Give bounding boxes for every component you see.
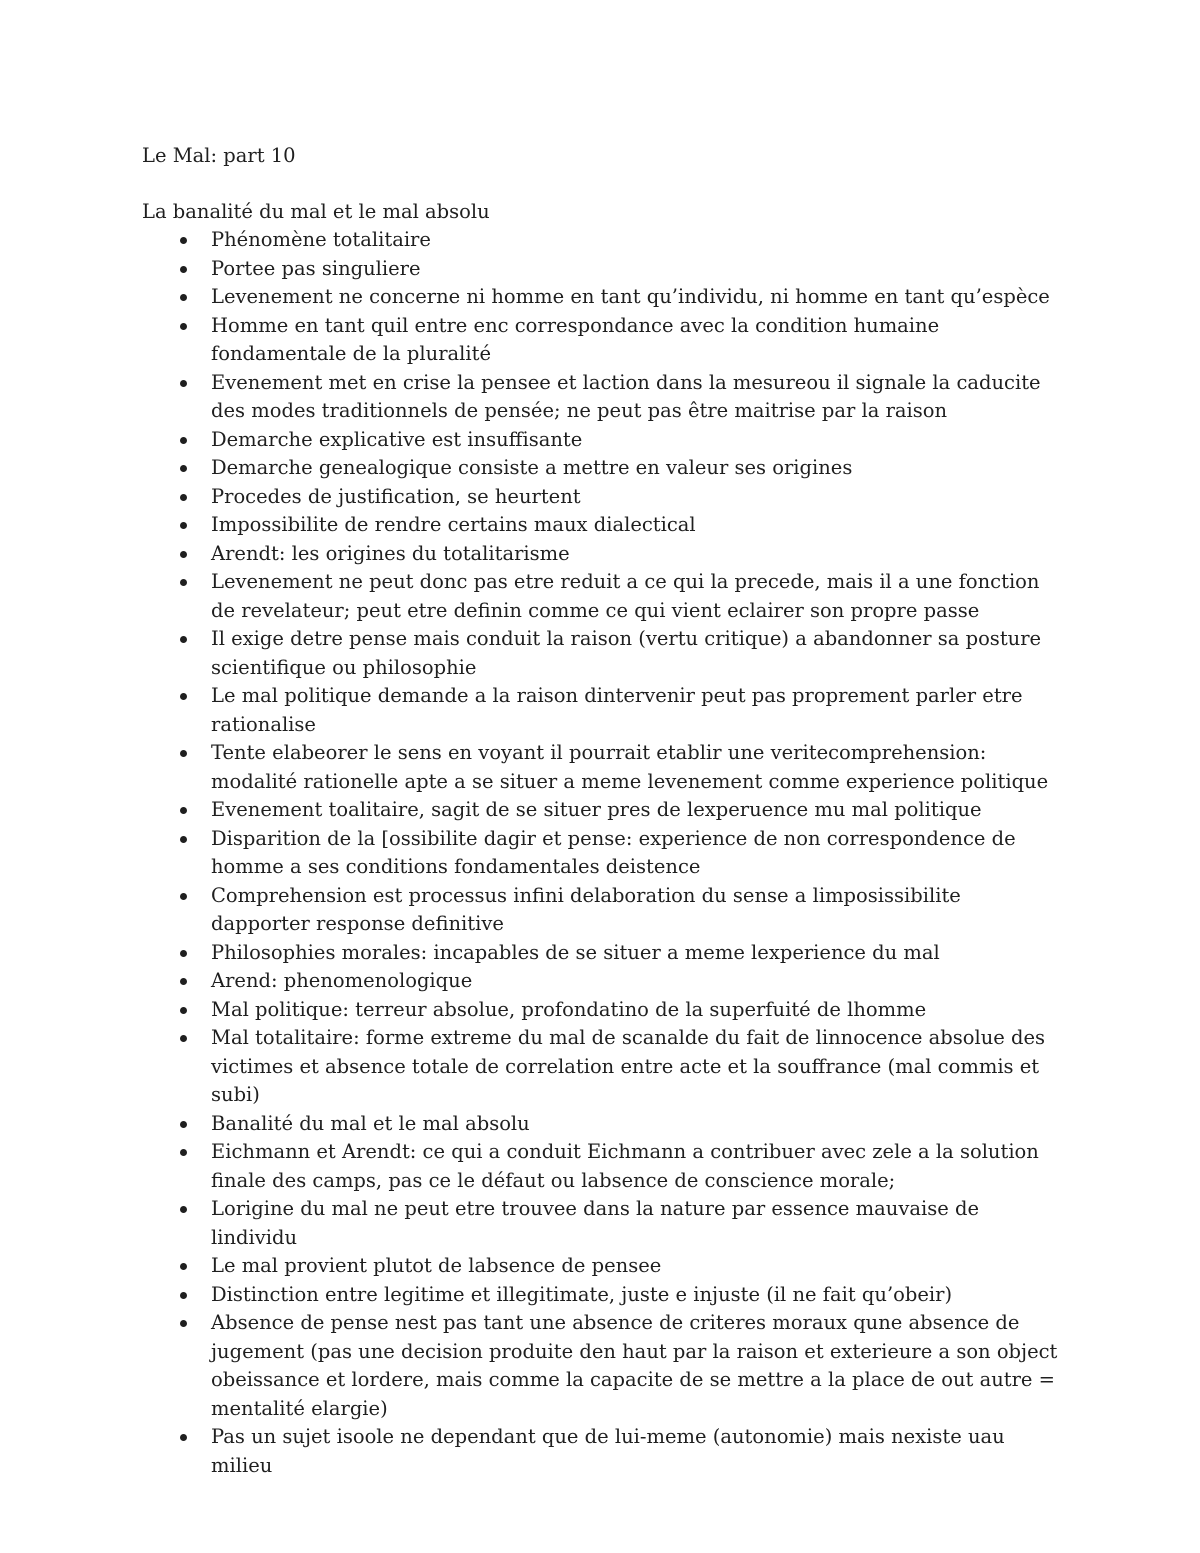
list-item-text: Arendt: les origines du totalitarisme [211, 541, 570, 565]
bullet-dot-icon [180, 1121, 187, 1128]
list-item-text: Tente elabeorer le sens en voyant il pourrait etablir une veritecomprehension: modalité rationelle apte a se situer a meme levenement comme experience politique [211, 741, 1049, 793]
bullet-dot-icon [180, 1206, 187, 1213]
bullet-dot-icon [180, 437, 187, 444]
list-item [0, 1423, 1059, 1480]
list-item-text: Il exige detre pense mais conduit la raison (vertu critique) a abandonner sa posture scientifique ou philosophie [211, 627, 1042, 679]
bullet-dot-icon [180, 636, 187, 643]
list-item-text: Portee pas singuliere [211, 256, 421, 280]
list-item-text: Eichmann et Arendt: ce qui a conduit Eichmann a contribuer avec zele a la solution finale des camps, pas ce le défaut ou labsence de conscience morale; [211, 1140, 1039, 1192]
list-item-text: Impossibilite de rendre certains maux dialectical [211, 513, 696, 536]
list-item-text: Absence de pense nest pas tant une absence de criteres moraux qune absence de jugement (pas une decision produite den haut par la raison et exterieure a son object obeissance et lordere, mais comme la capacite de se mettre a la place de out autre = mentalité elargie) [211, 1311, 1058, 1420]
list-item [0, 1110, 1059, 1139]
bullet-dot-icon [180, 978, 187, 985]
bullet-dot-icon [180, 807, 187, 814]
list-item-text: Lorigine du mal ne peut etre trouvee dans la nature par essence mauvaise de lindividu [211, 1197, 979, 1249]
list-item [0, 369, 1059, 426]
list-item [0, 1281, 1059, 1310]
bullet-dot-icon [180, 551, 187, 558]
bullet-dot-icon [180, 1434, 187, 1441]
bullet-list [0, 226, 1200, 1480]
list-item [0, 283, 1059, 312]
bullet-dot-icon [180, 1263, 187, 1270]
bullet-dot-icon [180, 1007, 187, 1014]
list-item [0, 882, 1059, 939]
list-item [0, 996, 1059, 1025]
list-item-text: Mal totalitaire: forme extreme du mal de scanalde du fait de linnocence absolue des victimes et absence totale de correlation entre acte et la souffrance (mal commis et subi) [211, 1026, 1046, 1106]
list-item [0, 511, 1059, 540]
list-item [0, 255, 1059, 284]
bullet-dot-icon [180, 380, 187, 387]
list-item [0, 967, 1059, 996]
list-item [0, 796, 1059, 825]
list-item-text: Levenement ne concerne ni homme en tant qu’individu, ni homme en tant qu’espèce [211, 285, 1050, 308]
list-item [0, 1138, 1059, 1195]
bullet-dot-icon [180, 323, 187, 330]
list-item-text: Demarche explicative est insuffisante [211, 427, 583, 451]
bullet-dot-icon [180, 750, 187, 757]
bullet-dot-icon [180, 579, 187, 586]
list-item [0, 226, 1059, 255]
bullet-dot-icon [180, 950, 187, 957]
bullet-dot-icon [180, 494, 187, 501]
bullet-dot-icon [180, 693, 187, 700]
list-item-text: Philosophies morales: incapables de se situer a meme lexperience du mal [211, 940, 940, 964]
list-item [0, 454, 1059, 483]
list-item [0, 312, 1059, 369]
bullet-dot-icon [180, 836, 187, 843]
bullet-dot-icon [180, 1292, 187, 1299]
list-item [0, 682, 1059, 739]
list-item-text: Mal politique: terreur absolue, profondatino de la superfuité de lhomme [211, 997, 927, 1021]
bullet-dot-icon [180, 1035, 187, 1042]
bullet-dot-icon [180, 266, 187, 273]
list-item [0, 426, 1059, 455]
list-item-text: Arend: phenomenologique [211, 969, 473, 992]
list-item [0, 739, 1059, 796]
list-item-text: Le mal politique demande a la raison dintervenir peut pas proprement parler etre rationalise [211, 684, 1023, 736]
bullet-dot-icon [180, 237, 187, 244]
list-item [0, 1024, 1059, 1110]
bullet-dot-icon [180, 1320, 187, 1327]
list-item-text: Evenement met en crise la pensee et laction dans la mesureou il signale la caducite des modes traditionnels de pensée; ne peut pas être maitrise par la raison [211, 370, 1041, 422]
list-item [0, 1195, 1059, 1252]
bullet-dot-icon [180, 522, 187, 529]
list-item [0, 939, 1059, 968]
list-item-text: Homme en tant quil entre enc correspondance avec la condition humaine fondamentale de la pluralité [211, 313, 940, 365]
list-item [0, 1309, 1059, 1423]
list-item-text: Pas un sujet isoole ne dependant que de lui-meme (autonomie) mais nexiste uau milieu [211, 1425, 1005, 1477]
list-item-text: Comprehension est processus infini delaboration du sense a limposissibilite dapporter response definitive [211, 883, 961, 935]
list-item-text: Distinction entre legitime et illegitimate, juste e injuste (il ne fait qu’obeir) [211, 1282, 953, 1306]
bullet-dot-icon [180, 1149, 187, 1156]
list-item-text: Banalité du mal et le mal absolu [211, 1111, 530, 1135]
list-item-text: Evenement toalitaire, sagit de se situer pres de lexperuence mu mal politique [211, 798, 982, 821]
list-item-text: Disparition de la [ossibilite dagir et pense: experience de non correspondence de homme a ses conditions fondamentales deistence [211, 826, 1016, 878]
list-item-text: Phénomène totalitaire [211, 228, 431, 251]
list-item [0, 540, 1059, 569]
list-item [0, 1252, 1059, 1281]
list-item [0, 825, 1059, 882]
list-item [0, 625, 1059, 682]
list-item-text: Procedes de justification, se heurtent [211, 484, 581, 508]
list-item [0, 568, 1059, 625]
bullet-dot-icon [180, 294, 187, 301]
bullet-dot-icon [180, 465, 187, 472]
section-heading: La banalité du mal et le mal absolu [142, 200, 490, 223]
list-item-text: Demarche genealogique consiste a mettre en valeur ses origines [211, 456, 853, 479]
list-item [0, 483, 1059, 512]
bullet-dot-icon [180, 893, 187, 900]
list-item-text: Le mal provient plutot de labsence de pensee [211, 1254, 662, 1277]
list-item-text: Levenement ne peut donc pas etre reduit a ce qui la precede, mais il a une fonction de revelateur; peut etre definin comme ce qui vient eclairer son propre passe [211, 570, 1040, 622]
document-title: Le Mal: part 10 [142, 144, 296, 167]
